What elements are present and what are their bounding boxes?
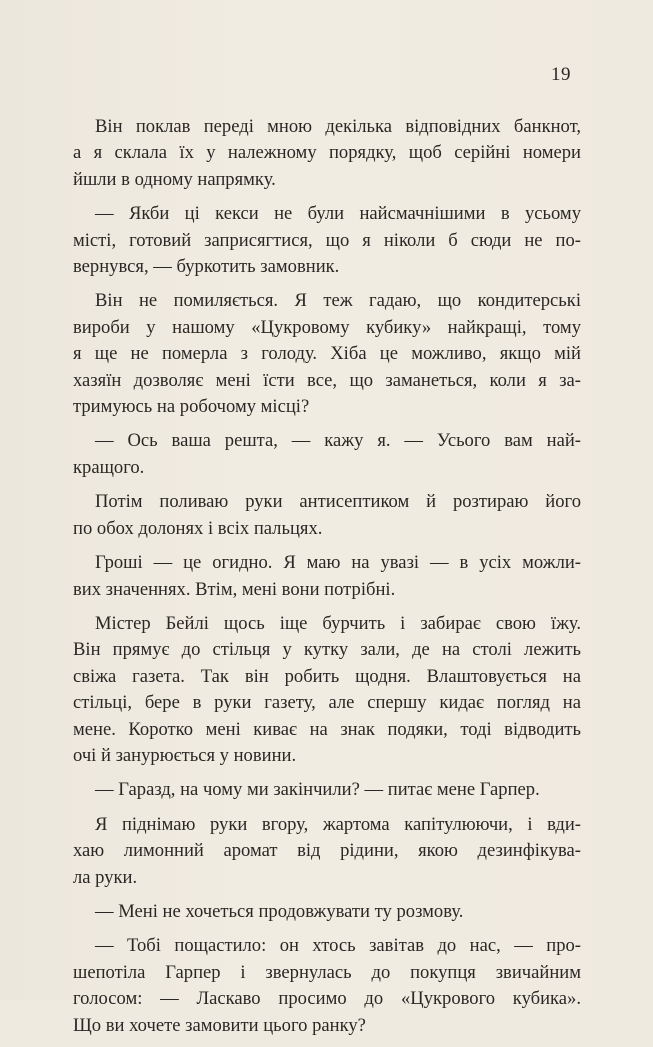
text-line: — Тобі пощастило: он хтось завітав до нас, — про- bbox=[95, 935, 581, 957]
paragraph bbox=[73, 777, 581, 803]
text-line: Гроші — це огидно. Я маю на увазі — в усіх можли- bbox=[95, 552, 581, 574]
text-line: вироби у нашому «Цукровому кубику» найкращі, тому bbox=[73, 316, 581, 338]
page-number: 19 bbox=[551, 64, 571, 85]
text-line: тримуюсь на робочому місці? bbox=[73, 396, 310, 418]
text-line: очі й занурюється у новини. bbox=[73, 744, 297, 766]
paragraph bbox=[73, 933, 581, 1039]
text-line: йшли в одному напрямку. bbox=[73, 168, 276, 190]
text-line: кращого. bbox=[73, 456, 145, 478]
text-line: Він не помиляється. Я теж гадаю, що кондитерські bbox=[95, 290, 581, 312]
text-line: місті, готовий заприсягтися, що я ніколи б сюди не по- bbox=[73, 229, 581, 251]
text-line: хазяїн дозволяє мені їсти все, що заманеться, коли я за- bbox=[73, 369, 581, 391]
text-line: — Мені не хочеться продовжувати ту розмову. bbox=[95, 900, 464, 922]
text-line: стільці, бере в руки газету, але спершу кидає погляд на bbox=[73, 692, 581, 714]
paragraph bbox=[73, 114, 581, 193]
text-line: — Ось ваша решта, — кажу я. — Усього вам най- bbox=[95, 430, 581, 452]
paragraph bbox=[73, 428, 581, 481]
paragraph bbox=[73, 288, 581, 420]
text-line: Містер Бейлі щось іще бурчить і забирає свою їжу. bbox=[95, 612, 581, 634]
text-line: Що ви хочете замовити цього ранку? bbox=[73, 1014, 366, 1036]
paragraph bbox=[73, 550, 581, 603]
paragraph bbox=[73, 489, 581, 542]
paragraph bbox=[73, 899, 581, 925]
text-line: Він поклав переді мною декілька відповідних банкнот, bbox=[95, 116, 581, 137]
text-line: Він прямує до стільця у кутку зали, де на столі лежить bbox=[73, 639, 581, 661]
text-line: хаю лимонний аромат від рідини, якою дезинфікува- bbox=[73, 840, 581, 862]
text-line: — Гаразд, на чому ми закінчили? — питає мене Гарпер. bbox=[95, 779, 540, 801]
text-line: вернувся, — буркотить замовник. bbox=[73, 256, 340, 278]
paragraph bbox=[73, 201, 581, 280]
text-line: мене. Коротко мені киває на знак подяки, тоді відводить bbox=[73, 718, 581, 740]
text-line: Я піднімаю руки вгору, жартома капітулюючи, і вди- bbox=[95, 813, 581, 835]
paragraph bbox=[73, 611, 581, 769]
text-line: свіжа газета. Так він робить щодня. Влаштовується на bbox=[73, 665, 581, 687]
text-line: а я склала їх у належному порядку, щоб серійні номери bbox=[73, 142, 581, 164]
text-line: — Якби ці кекси не були найсмачнішими в усьому bbox=[95, 203, 581, 225]
body-text bbox=[73, 114, 581, 1047]
text-line: я ще не померла з голоду. Хіба це можливо, якщо мій bbox=[73, 343, 581, 365]
text-line: ла руки. bbox=[73, 866, 138, 888]
text-line: Потім поливаю руки антисептиком й розтираю його bbox=[95, 491, 581, 513]
text-line: голосом: — Ласкаво просимо до «Цукрового кубика». bbox=[73, 988, 581, 1010]
text-line: шепотіла Гарпер і звернулась до покупця звичайним bbox=[73, 961, 581, 983]
text-line: вих значеннях. Втім, мені вони потрібні. bbox=[73, 578, 396, 600]
text-line: по обох долонях і всіх пальцях. bbox=[73, 517, 323, 539]
paragraph bbox=[73, 812, 581, 891]
